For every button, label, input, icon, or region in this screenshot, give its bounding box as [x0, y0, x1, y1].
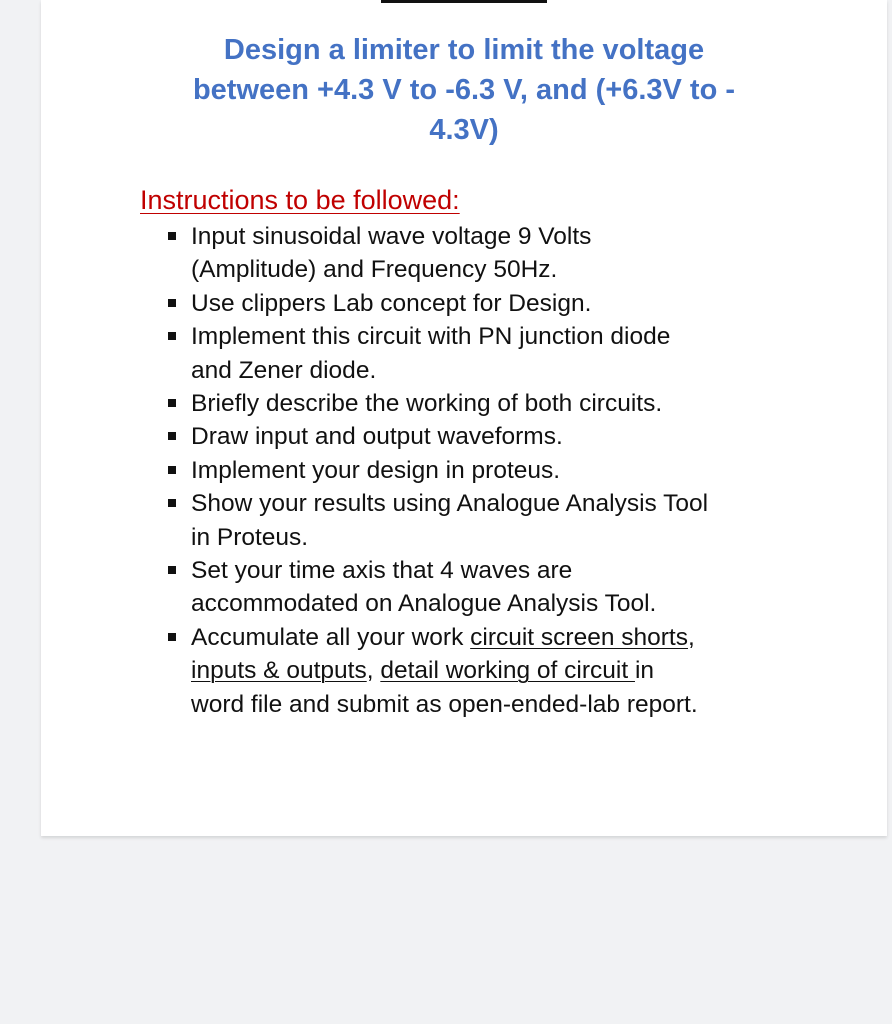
instructions-heading: Instructions to be followed:	[140, 185, 460, 215]
list-item	[165, 220, 865, 287]
square-bullet-icon	[168, 466, 176, 474]
list-item	[165, 320, 865, 387]
page-title	[61, 30, 867, 150]
list-item	[165, 387, 865, 420]
list-item-text: Briefly describe the working of both circuits.	[191, 390, 663, 418]
square-bullet-icon	[168, 499, 176, 507]
list-item-line	[191, 654, 865, 687]
square-bullet-icon	[168, 332, 176, 340]
document-page	[41, 0, 887, 836]
top-underline-divider	[381, 0, 547, 3]
list-item	[165, 487, 865, 554]
list-item-text: in	[634, 657, 655, 685]
instructions-list	[165, 220, 865, 721]
list-item-text: and Zener diode.	[191, 356, 377, 384]
list-item-text: ,	[366, 657, 381, 685]
list-item-text: Use clippers Lab concept for Design.	[191, 289, 592, 317]
list-item	[165, 454, 865, 487]
list-item-text: accommodated on Analogue Analysis Tool.	[191, 590, 657, 618]
square-bullet-icon	[168, 432, 176, 440]
list-item-text: ,	[688, 623, 695, 651]
list-item-text: in Proteus.	[191, 523, 309, 551]
list-item	[165, 554, 865, 621]
list-item-text: Draw input and output waveforms.	[191, 423, 563, 451]
square-bullet-icon	[168, 299, 176, 307]
list-item-text: Input sinusoidal wave voltage 9 Volts	[191, 223, 592, 250]
square-bullet-icon	[168, 633, 176, 641]
title-line-2: between +4.3 V to -6.3 V, and (+6.3V to -	[192, 74, 736, 106]
list-item-text: Set your time axis that 4 waves are	[191, 557, 573, 585]
square-bullet-icon	[168, 232, 176, 240]
list-item	[165, 420, 865, 453]
list-item-text: Implement this circuit with PN junction diode	[191, 323, 671, 351]
list-item-text: Show your results using Analogue Analysis Tool	[191, 490, 709, 518]
list-item-text: Accumulate all your work	[191, 623, 471, 651]
list-item-text: word file and submit as open-ended-lab report.	[191, 690, 698, 718]
square-bullet-icon	[168, 566, 176, 574]
underlined-text-detail-working: detail working of circuit	[380, 657, 635, 685]
underlined-text-circuit-screen-shorts: circuit screen shorts	[470, 623, 688, 651]
list-item-text: Implement your design in proteus.	[191, 456, 561, 484]
underlined-text-inputs-outputs: inputs & outputs	[191, 657, 367, 685]
title-line-3: 4.3V)	[429, 114, 499, 146]
list-item-text: (Amplitude) and Frequency 50Hz.	[191, 256, 558, 284]
title-line-1: Design a limiter to limit the voltage	[223, 34, 705, 66]
list-item-line	[191, 621, 865, 654]
square-bullet-icon	[168, 399, 176, 407]
list-item	[165, 621, 865, 721]
list-item	[165, 287, 865, 320]
